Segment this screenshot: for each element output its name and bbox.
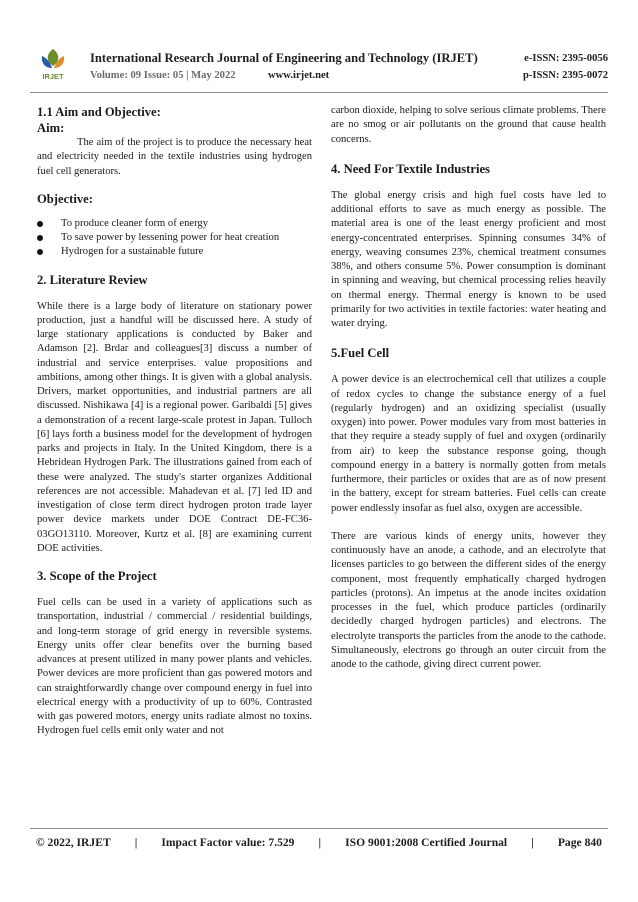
footer-impact-factor: Impact Factor value: 7.529	[161, 836, 295, 849]
list-item: Hydrogen for a sustainable future	[37, 245, 312, 259]
footer-copyright: © 2022, IRJET	[36, 836, 111, 849]
heading-literature-review: 2. Literature Review	[37, 272, 148, 287]
footer-separator: |	[531, 836, 534, 849]
footer-iso: ISO 9001:2008 Certified Journal	[345, 836, 508, 849]
heading-textile-industries: 4. Need For Textile Industries	[331, 161, 490, 176]
heading-scope: 3. Scope of the Project	[37, 569, 157, 583]
list-item: To save power by lessening power for heat creation	[37, 231, 312, 245]
scope-paragraph: Fuel cells can be used in a variety of applications such as transportation, industrial / commercial / residential buildings, and long-term storage of grid energy in reversible systems. Energy units offer clear benefits over the burning based advances at present utilized in many power plants and vehicles. Power devices are more proficient than gas powered motors and can straightforwardly change over compound energy in fuel into electrical energy with a productivity of up to 60%. Contrasted with gas powered motors, energy units radiate almost no toxins. Hydrogen fuel cells emit only water and not	[37, 597, 312, 737]
footer-rule	[30, 828, 608, 829]
literature-paragraph: While there is a large body of literature on stationary power production, just a handful will be discussed here. A study of large stationary applications is conducted by Baker and Adamson [2]. Brdar and colleagues[3] discuss a number of industrial and service enterprises. value propositions and ambitions, among other things. It is given with a global analysis. Drivers, market opportunities, and industrial partners are all discussed. Nishikawa [4] is a regional power. Garibaldi [5] gives a demonstration of a recent large-scale protest in Japan. Tulloch [6] lays forth a business model for the development of hydrogen parks and projects in Italy. In the United Kingdom, there is a Hebridean Hydrogen Park. The illustrations gained from each of these were analyzed. The study's starter organizes Additional references are not accessible. Mahadevan et al. [7] led ID and investigation of close term direct hydrogen proton trade layer power device markets under DOE Contract DE-FC36-03GO13110. Moreover, Kurtz et al. [8] are examining current DOE activities.	[37, 300, 312, 554]
list-item: To produce cleaner form of energy	[37, 217, 312, 231]
journal-website: www.irjet.net	[268, 70, 330, 81]
heading-aim-objective: 1.1 Aim and Objective:	[37, 105, 161, 119]
aim-paragraph: The aim of the project is to produce the necessary heat and electricity needed in the textile industries using hydrogen fuel cell generators.	[37, 137, 312, 177]
pissn: p-ISSN: 2395-0072	[522, 70, 608, 81]
continued-paragraph: carbon dioxide, helping to solve serious climate problems. There are no smog or air pollutants on the ground that cause health concerns.	[331, 105, 606, 145]
journal-title: International Research Journal of Engineering and Technology (IRJET)	[90, 51, 478, 65]
page-footer	[36, 836, 602, 849]
page-header	[30, 44, 608, 88]
heading-fuel-cell: 5.Fuel Cell	[331, 346, 390, 361]
footer-separator: |	[134, 836, 138, 849]
footer-separator: |	[318, 836, 322, 849]
fuel-cell-paragraph-2: There are various kinds of energy units, however they continuously have an anode, a cathode, and an electrolyte that licenses particles to go between the different sides of the energy component, most frequently emphatically charged hydrogen particles (protons). An impetus at the anode incites oxidation processes in the fuel, which produce particles (ordinarily decidedly charged hydrogen particles) and electrons. The electrolyte transports the particles from the anode to the cathode. Simultaneously, electrons go through an outer circuit from the anode to the cathode, giving direct current power.	[331, 530, 606, 670]
left-column	[37, 104, 312, 739]
bullet-icon	[37, 249, 43, 255]
footer-page-number: Page 840	[557, 836, 602, 849]
objective-list	[37, 217, 312, 260]
heading-aim: Aim:	[37, 121, 65, 135]
fuel-cell-paragraph-1: A power device is an electrochemical cell that utilizes a couple of redox cycles to change the substance energy of a fuel (regularly hydrogen) and an oxidizing specialist (usually oxygen) into power. Power modules vary from most batteries in that they require a steady supply of fuel and oxygen (ordinarily from air) to keep the substance response going, though compound energy in a battery is normally gotten from metals furthermore, their particles or oxides that are as of now present in the battery, except for stream batteries. Fuel cells can create power endlessly insofar as fuel also, oxygen are accessible.	[331, 374, 606, 514]
heading-objective: Objective:	[37, 191, 93, 206]
eissn: e-ISSN: 2395-0056	[524, 53, 608, 64]
bullet-icon	[37, 235, 43, 241]
bullet-icon	[37, 221, 43, 227]
volume-issue: Volume: 09 Issue: 05 | May 2022	[90, 70, 236, 81]
right-column	[331, 104, 606, 672]
textile-paragraph: The global energy crisis and high fuel costs have led to additional efforts to save as much energy as possible. The material area is one of the least energy proficient and most energy-concentrated enterprises. Spinning consumes 34% of energy, weaving consumes 23%, chemical treatment consumes 38%, and others consume 5%. Power consumption is dominant in spinning and weaving, but chemical processing relies heavily on thermal energy. Thermal energy is known to be used primarily for two activities in textile factories: water heating and water drying.	[331, 189, 606, 329]
irjet-logo-icon	[38, 46, 68, 84]
logo-label: IRJET	[42, 72, 64, 81]
header-rule	[30, 92, 608, 93]
